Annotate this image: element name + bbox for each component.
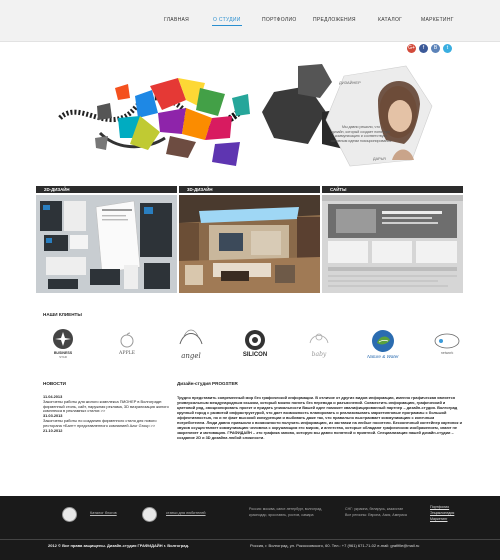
- about-title: Дизайн-студия PROGSTER: [177, 381, 238, 386]
- footer-divider: [0, 539, 500, 540]
- nav-item-portfolio[interactable]: ПОРТФОЛИО: [262, 17, 297, 23]
- social-icons: [407, 44, 452, 53]
- hero-quote-line: Мы давно решили, что: [341, 125, 381, 129]
- hero-author: ДАРЬЯ: [373, 157, 386, 161]
- panel-2d-image[interactable]: [36, 195, 177, 293]
- nav-item-about[interactable]: О СТУДИИ: [213, 17, 241, 23]
- nature-water-logo: [370, 328, 396, 354]
- footer-regions[interactable]: Все регионы: Европа, Азия, Америка: [345, 513, 407, 517]
- hero-illustration: [0, 58, 500, 178]
- hero-quote: [329, 125, 393, 143]
- hero-banner: [0, 58, 500, 178]
- vk-icon[interactable]: B: [431, 44, 440, 53]
- footer-russia-cities: Россия: москва, санкт-петербург, волгоград, краснодар, ярославль, ростов, самара: [249, 507, 323, 517]
- news-list: [43, 395, 169, 433]
- client-logo-text: APPLE: [119, 350, 135, 356]
- news-title: НОВОСТИ: [43, 381, 66, 386]
- articles-icon[interactable]: [142, 507, 157, 522]
- footer: [0, 496, 500, 560]
- nav-item-marketing[interactable]: МАРКЕТИНГ: [421, 17, 454, 23]
- client-logo-subtext: STAR: [59, 355, 67, 359]
- client-logo-text: SILICON: [242, 352, 268, 358]
- business-star-logo: [51, 327, 75, 351]
- client-logo-text: network: [440, 351, 454, 355]
- clients-title: НАШИ КЛИЕНТЫ: [43, 312, 82, 317]
- baby-logo: [306, 329, 332, 351]
- about-text: Трудно представить современный мир без графической информации. В отличие от других видов информации, именно графическая является универсальным международным языком, который можно понять без перевода и разъяснений. Совместить информацию, графический и цветовой ряд, эмоционировать проект и придать уникальности Вашей идее поможет квалифицированный партнер – дизайн-студия. Волгоград крупный город с развитой инфраструктурой, что дает возможность планировать и реализовывать маркетинговые программы с большой эффективностью, но и не факт высокой конкуренции и выбивать даже так, что правильно выстраивает коммуникацию с конечным потребителем. Люди давно привыкли к возможности получать информацию, из заставки на любые носители. Бесконечный контейнер картинок и звуков осуществляет коммуникацию человека с окружающим его миром, и агентство, которые обладают графическим изображением, знают не закрепляет и мотивацию. ГРАФИДАЙН – это графика заново, которую мы давно понятной и приятной. Специализация нашей дизайн-студии – создание 2D и 3D дизайна любой сложности.: [177, 395, 462, 440]
- facebook-icon[interactable]: f: [419, 44, 428, 53]
- panel-3d-image[interactable]: [179, 195, 320, 293]
- silicon-logo: [243, 328, 267, 352]
- client-logo-silicon[interactable]: [232, 320, 278, 366]
- category-2d[interactable]: 2D-ДИЗАЙН: [36, 186, 177, 193]
- footer-nav-column: [430, 504, 490, 522]
- catalog-blogs-icon[interactable]: [62, 507, 77, 522]
- category-sites[interactable]: САЙТЫ: [322, 186, 463, 193]
- client-logo-text: baby: [311, 350, 327, 358]
- client-logo-business-star[interactable]: [40, 320, 86, 366]
- nav-active-indicator: [212, 25, 242, 26]
- news-date: 21.10.2012: [43, 427, 63, 433]
- network-logo: [433, 331, 461, 351]
- client-logo-baby[interactable]: [296, 320, 342, 366]
- top-nav: [0, 0, 500, 42]
- footer-link-encyclopedia[interactable]: Энциклопедия: [430, 511, 455, 515]
- hero-quote-line: основным идеям позиционирования: [330, 138, 392, 143]
- category-3d[interactable]: 3D-ДИЗАЙН: [179, 186, 320, 193]
- client-logo-apple[interactable]: [104, 320, 150, 366]
- hero-quote-line: коммуникацию и соответствует: [334, 134, 388, 139]
- client-logo-angel[interactable]: [168, 320, 214, 366]
- stationery-mockup: [36, 195, 177, 293]
- footer-copyright: 2012 © Все права защищены. Дизайн-студия ГРАФИДАЙН г. Волгоград.: [48, 543, 190, 548]
- hero-quote-line: дизайн, который создает понятную: [331, 129, 391, 134]
- footer-cis-links: [345, 506, 423, 518]
- client-logos: [40, 318, 470, 368]
- footer-address: Россия, г. Волгоград, ул. Рокоссовского, 60. Тел.: +7 (961) 671-71-02 e-mail: grafifile@mail.ru: [250, 543, 420, 548]
- footer-link-articles[interactable]: статьи для любителей: [166, 511, 206, 515]
- panel-sites-image[interactable]: [322, 195, 463, 293]
- footer-link-blogs[interactable]: Каталог блогов: [90, 511, 117, 515]
- hero-design-label: ДИЗАЙНЕР: [339, 80, 361, 85]
- nav-item-catalog[interactable]: КАТАЛОГ: [378, 17, 403, 23]
- news-date: 31.03.2013: [43, 413, 63, 419]
- google-plus-icon[interactable]: G+: [408, 45, 415, 51]
- footer-link-marketing[interactable]: Маркетинг: [430, 517, 448, 521]
- apple-logo: [117, 331, 137, 351]
- nav-item-home[interactable]: ГЛАВНАЯ: [164, 17, 190, 23]
- news-date: 11.04.2013: [43, 394, 63, 399]
- news-item-text[interactable]: Закончены работы для жилого комплекса ПИОНЕР в Волгограде: фирменный стиль, сайт, наружная реклама, 3D визуализация жилого комплекса в рекламных стилях >>: [43, 398, 169, 414]
- client-logo-text: BUSINESS: [53, 351, 73, 355]
- twitter-icon[interactable]: t: [443, 44, 452, 53]
- angel-logo: [176, 326, 206, 352]
- news-item-text[interactable]: Закончены работы по созданию фирменного стиля для нового ресторана «Балт» представленного компанией Azur Group >>: [43, 417, 157, 428]
- website-mockup: [322, 195, 463, 293]
- footer-cis[interactable]: СНГ: украина, беларусь, казахстан: [345, 507, 404, 511]
- client-logo-nature-water[interactable]: [360, 320, 406, 366]
- footer-link-portfolio[interactable]: Портфолио: [430, 505, 450, 509]
- interior-render: [179, 195, 320, 293]
- client-logo-text: Nature & Water: [367, 353, 399, 359]
- client-logo-network[interactable]: [424, 320, 470, 366]
- nav-item-offers[interactable]: ПРЕДЛОЖЕНИЯ: [313, 17, 356, 23]
- client-logo-text: angel: [181, 352, 201, 360]
